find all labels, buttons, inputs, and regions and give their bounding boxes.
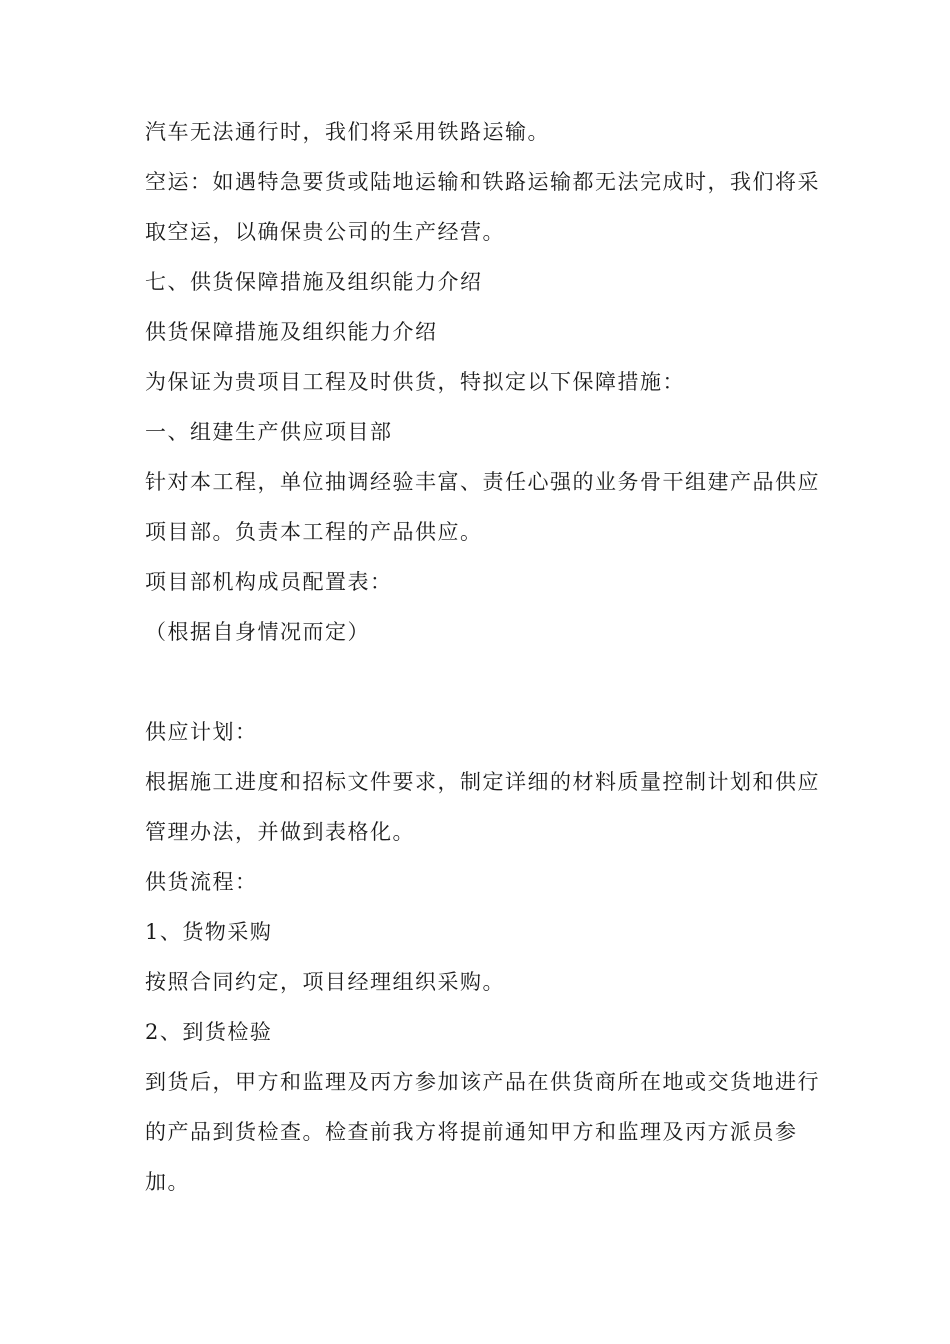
paragraph-line: 为保证为贵项目工程及时供货，特拟定以下保障措施： [145,370,685,394]
paragraph-line: 到货后，甲方和监理及丙方参加该产品在供货商所在地或交货地进行 [145,1070,820,1094]
blank-gap [145,662,815,712]
paragraph-line: 汽车无法通行时，我们将采用铁路运输。 [145,120,550,144]
subsection-heading: 供货流程： [145,870,258,894]
paragraph-line: 按照合同约定，项目经理组织采购。 [145,970,505,994]
list-item-heading: 2、到货检验 [145,1020,273,1044]
subsection-heading: 一、组建生产供应项目部 [145,420,393,444]
paragraph-line: 项目部。负责本工程的产品供应。 [145,520,483,544]
paragraph-line: 根据施工进度和招标文件要求，制定详细的材料质量控制计划和供应 [145,770,820,794]
paragraph-line: 针对本工程，单位抽调经验丰富、责任心强的业务骨干组建产品供应 [145,470,820,494]
paragraph-note: （根据自身情况而定） [145,620,370,644]
paragraph-line: 的产品到货检查。检查前我方将提前通知甲方和监理及丙方派员参 [145,1120,798,1144]
subsection-heading: 供货保障措施及组织能力介绍 [145,320,438,344]
subsection-heading: 供应计划： [145,720,258,744]
section-heading: 七、供货保障措施及组织能力介绍 [145,270,483,294]
paragraph-line: 空运：如遇特急要货或陆地运输和铁路运输都无法完成时，我们将采 [145,170,820,194]
paragraph-line: 管理办法，并做到表格化。 [145,820,415,844]
document-body [145,112,820,1212]
paragraph-line: 加。 [145,1170,190,1194]
paragraph-line: 取空运，以确保贵公司的生产经营。 [145,220,505,244]
paragraph-line: 项目部机构成员配置表： [145,570,393,594]
list-item-heading: 1、货物采购 [145,920,273,944]
